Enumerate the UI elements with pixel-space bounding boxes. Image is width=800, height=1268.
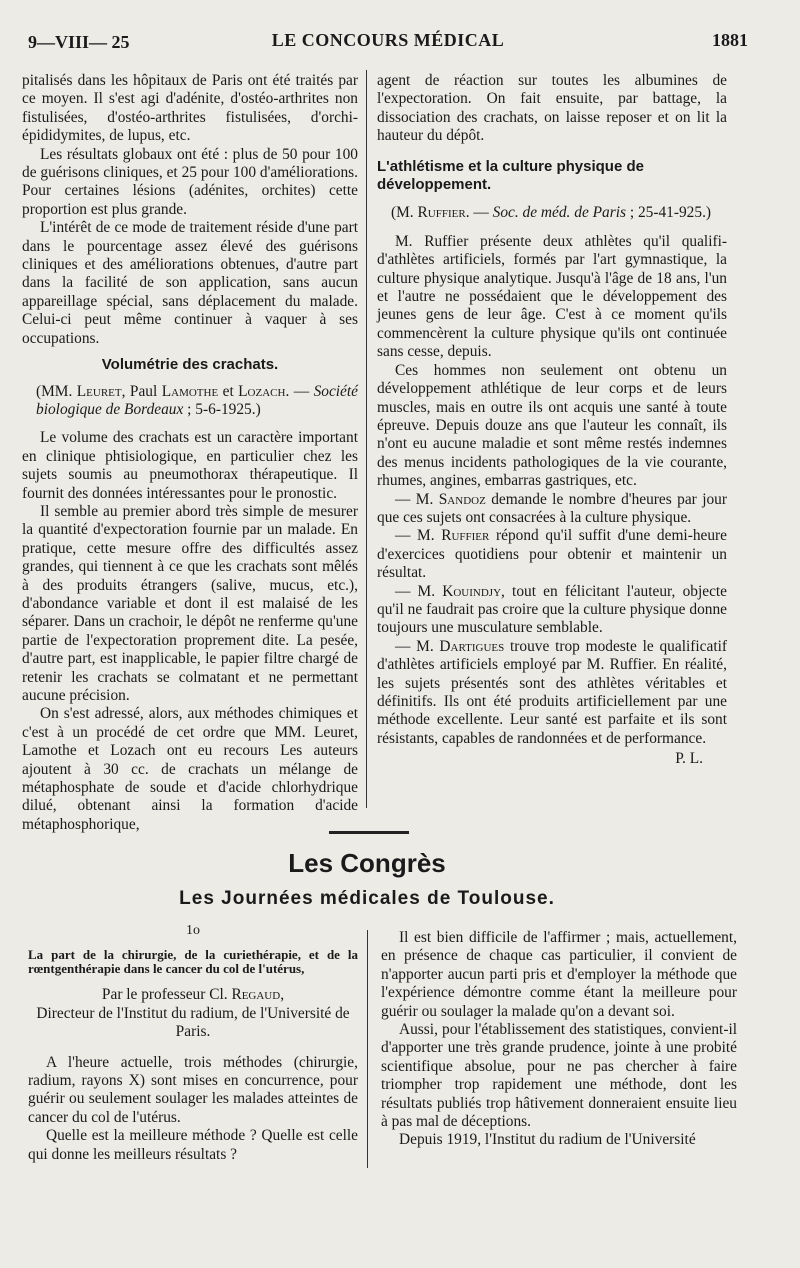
column-divider bbox=[367, 930, 368, 1168]
signature: P. L. bbox=[675, 750, 703, 768]
congress-title: Les Congrès bbox=[288, 848, 446, 878]
article-author: Par le professeur Cl. Regaud, bbox=[101, 986, 285, 1004]
article-title: La part de la chirurgie, de la curiethérapie, et de la rœntgenthérapie dans le cancer du col de l'utérus, bbox=[28, 947, 358, 977]
paragraph: Le volume des crachats est un caractère important en clinique phtisiologique, en particulier chez les sujets soumis au pneumothorax thérapeutique. Il fournit des données intéressantes pour le pronostic. bbox=[22, 429, 358, 502]
section-title-volumetrie: Volumétrie des crachats. bbox=[101, 356, 279, 374]
right-column bbox=[377, 72, 727, 769]
page-number: 1881 bbox=[712, 30, 748, 50]
left-column bbox=[22, 72, 358, 834]
page-header bbox=[28, 30, 748, 56]
paragraph: Depuis 1919, l'Institut du radium de l'Université bbox=[399, 1131, 696, 1149]
paragraph: On s'est adressé, alors, aux méthodes chimiques et c'est à un procédé de cet ordre que MM. Leuret, Lamothe et Lozach ont eu recours Les auteurs ajoutent à 30 cc. de crachats un mélange de métaphosphate de soude et d'acide chlorhydrique dilué, obtenant ainsi la formation d'acide métaphosphorique, bbox=[22, 705, 358, 833]
paragraph: L'intérêt de ce mode de traitement réside d'une part dans le pourcentage assez élevé des guérisons cliniques et des améliorations obtenues, d'autre part dans la facilité de son application, sans aucun appareillage spécial, sans déplacement du malade. Celui-ci peut même continuer à vaquer à ses occupations. bbox=[22, 219, 358, 347]
paragraph: agent de réaction sur toutes les albumines de l'expectoration. On fait ensuite, par battage, la dissociation des crachats, on laisse reposer et on lit la hauteur du dépôt. bbox=[377, 72, 727, 145]
header-date-page: 9—VIII— 25 bbox=[28, 32, 130, 52]
author-affiliation: Directeur de l'Institut du radium, de l'Université de Paris. bbox=[36, 1004, 350, 1041]
journal-title: LE CONCOURS MÉDICAL bbox=[271, 30, 505, 50]
paragraph: — M. Ruffier répond qu'il suffit d'une demi-heure d'exercices quotidiens pour obtenir et maintenir un résultat. bbox=[377, 527, 727, 582]
reference: (MM. Leuret, Paul Lamothe et Lozach. — Société biologique de Bordeaux ; 5-6-1925.) bbox=[36, 382, 358, 418]
column-divider bbox=[366, 70, 367, 808]
paragraph: Il semble au premier abord très simple de mesurer la quantité d'expectoration fournie par un malade. En pratique, cette mesure offre des difficultés assez grandes, qui tiennent à ce que les crachats sont mêlés à des produits étrangers (salive, mucus, etc.), d'abondance variable et dont il est malaisé de les séparer. Dans un crachoir, le dépôt ne renferme qu'une partie de l'expectoration proprement dite. La pesée, d'autre part, est inapplicable, le papier filtre chargé de retenir les crachats se colmatant et ne permettant aucune précision. bbox=[22, 502, 358, 704]
paragraph: Il est bien difficile de l'affirmer ; mais, actuellement, en présence de chaque cas particulier, il convient de n'apporter aucun parti pris et d'employer la méthode que l'expérience démontre comme étant la meilleure pour guérir ou soulager la malade qu'on a devant soi. bbox=[381, 929, 737, 1020]
paragraph: Ces hommes non seulement ont obtenu un développement athlétique de leur corps et de leurs muscles, mais en outre ils ont acquis une santé à toute épreuve. Depuis douze ans que l'auteur les connaît, ils n'ont eu aucune maladie et sont même restés indemnes des menus incidents pathologiques de la vie courante, rhumes, angines, embarras gastriques, etc. bbox=[377, 361, 727, 490]
paragraph: A l'heure actuelle, trois méthodes (chirurgie, radium, rayons X) sont mises en concurrence, pour guérir ou seulement soulager les malades atteintes de cancer du col de l'utérus. bbox=[28, 1053, 358, 1126]
article-number: 1o bbox=[186, 923, 200, 938]
section-divider bbox=[329, 831, 409, 834]
paragraph: Les résultats globaux ont été : plus de 50 pour 100 de guérisons cliniques, et 25 pour 100 d'améliorations. Pour certaines lésions (adénites, orchites) cette proportion est plus grande. bbox=[22, 145, 358, 218]
paragraph: pitalisés dans les hôpitaux de Paris ont été traités par ce moyen. Il s'est agi d'adénite, d'ostéo-arthrites non fistulisées, d'ostéo-arthrites fistulisées, d'orchi-épididymites, de lupus, etc. bbox=[22, 72, 358, 145]
paragraph: Quelle est la meilleure méthode ? Quelle est celle qui donne les meilleurs résultats ? bbox=[28, 1127, 358, 1163]
paragraph: — M. Sandoz demande le nombre d'heures par jour que ces sujets ont consacrées à la culture physique. bbox=[377, 490, 728, 526]
paragraph: — M. Kouindjy, tout en félicitant l'auteur, objecte qu'il ne faudrait pas croire que la culture physique donne toujours une musculature semblable. bbox=[377, 582, 728, 637]
bottom-right-column bbox=[381, 929, 737, 1150]
reference: (M. Ruffier. — Soc. de méd. de Paris ; 25-41-925.) bbox=[391, 204, 712, 222]
congress-subtitle: Les Journées médicales de Toulouse. bbox=[179, 888, 555, 909]
paragraph: M. Ruffier présente deux athlètes qu'il qualifi- d'athlètes artificiels, formés par l'art gymnastique, la culture physique analytique. Jusqu'à l'âge de 18 ans, l'un et l'autre ne possédaient que le développement des jeunes gens de leur âge. C'est à ce moment qu'ils commencèrent la culture physique qu'ils ont continuée sans cesse, depuis. bbox=[377, 232, 727, 361]
bottom-left-column bbox=[28, 922, 358, 1164]
paragraph: — M. Dartigues trouve trop modeste le qualificatif d'athlètes artificiels employé par M. Ruffier. En réalité, les sujets présentés sont des athlètes véritables et définitifs. Ils ont été produits artificiellement par une méthode excellente. Leur santé est parfaite et ils sont résistants, capables de randonnées et de performance. bbox=[377, 637, 728, 747]
section-title-athletisme: L'athlétisme et la culture physique de développement. bbox=[377, 157, 644, 194]
paragraph: Aussi, pour l'établissement des statistiques, convient-il d'apporter une très grande prudence, jointe à une probité scientifique absolue, pour ne pas chercher à faire triompher trop rapidement une méthode, dont les résultats publiés trop hâtivement donneraient ensuite lieu à pas mal de déceptions. bbox=[381, 1021, 737, 1131]
